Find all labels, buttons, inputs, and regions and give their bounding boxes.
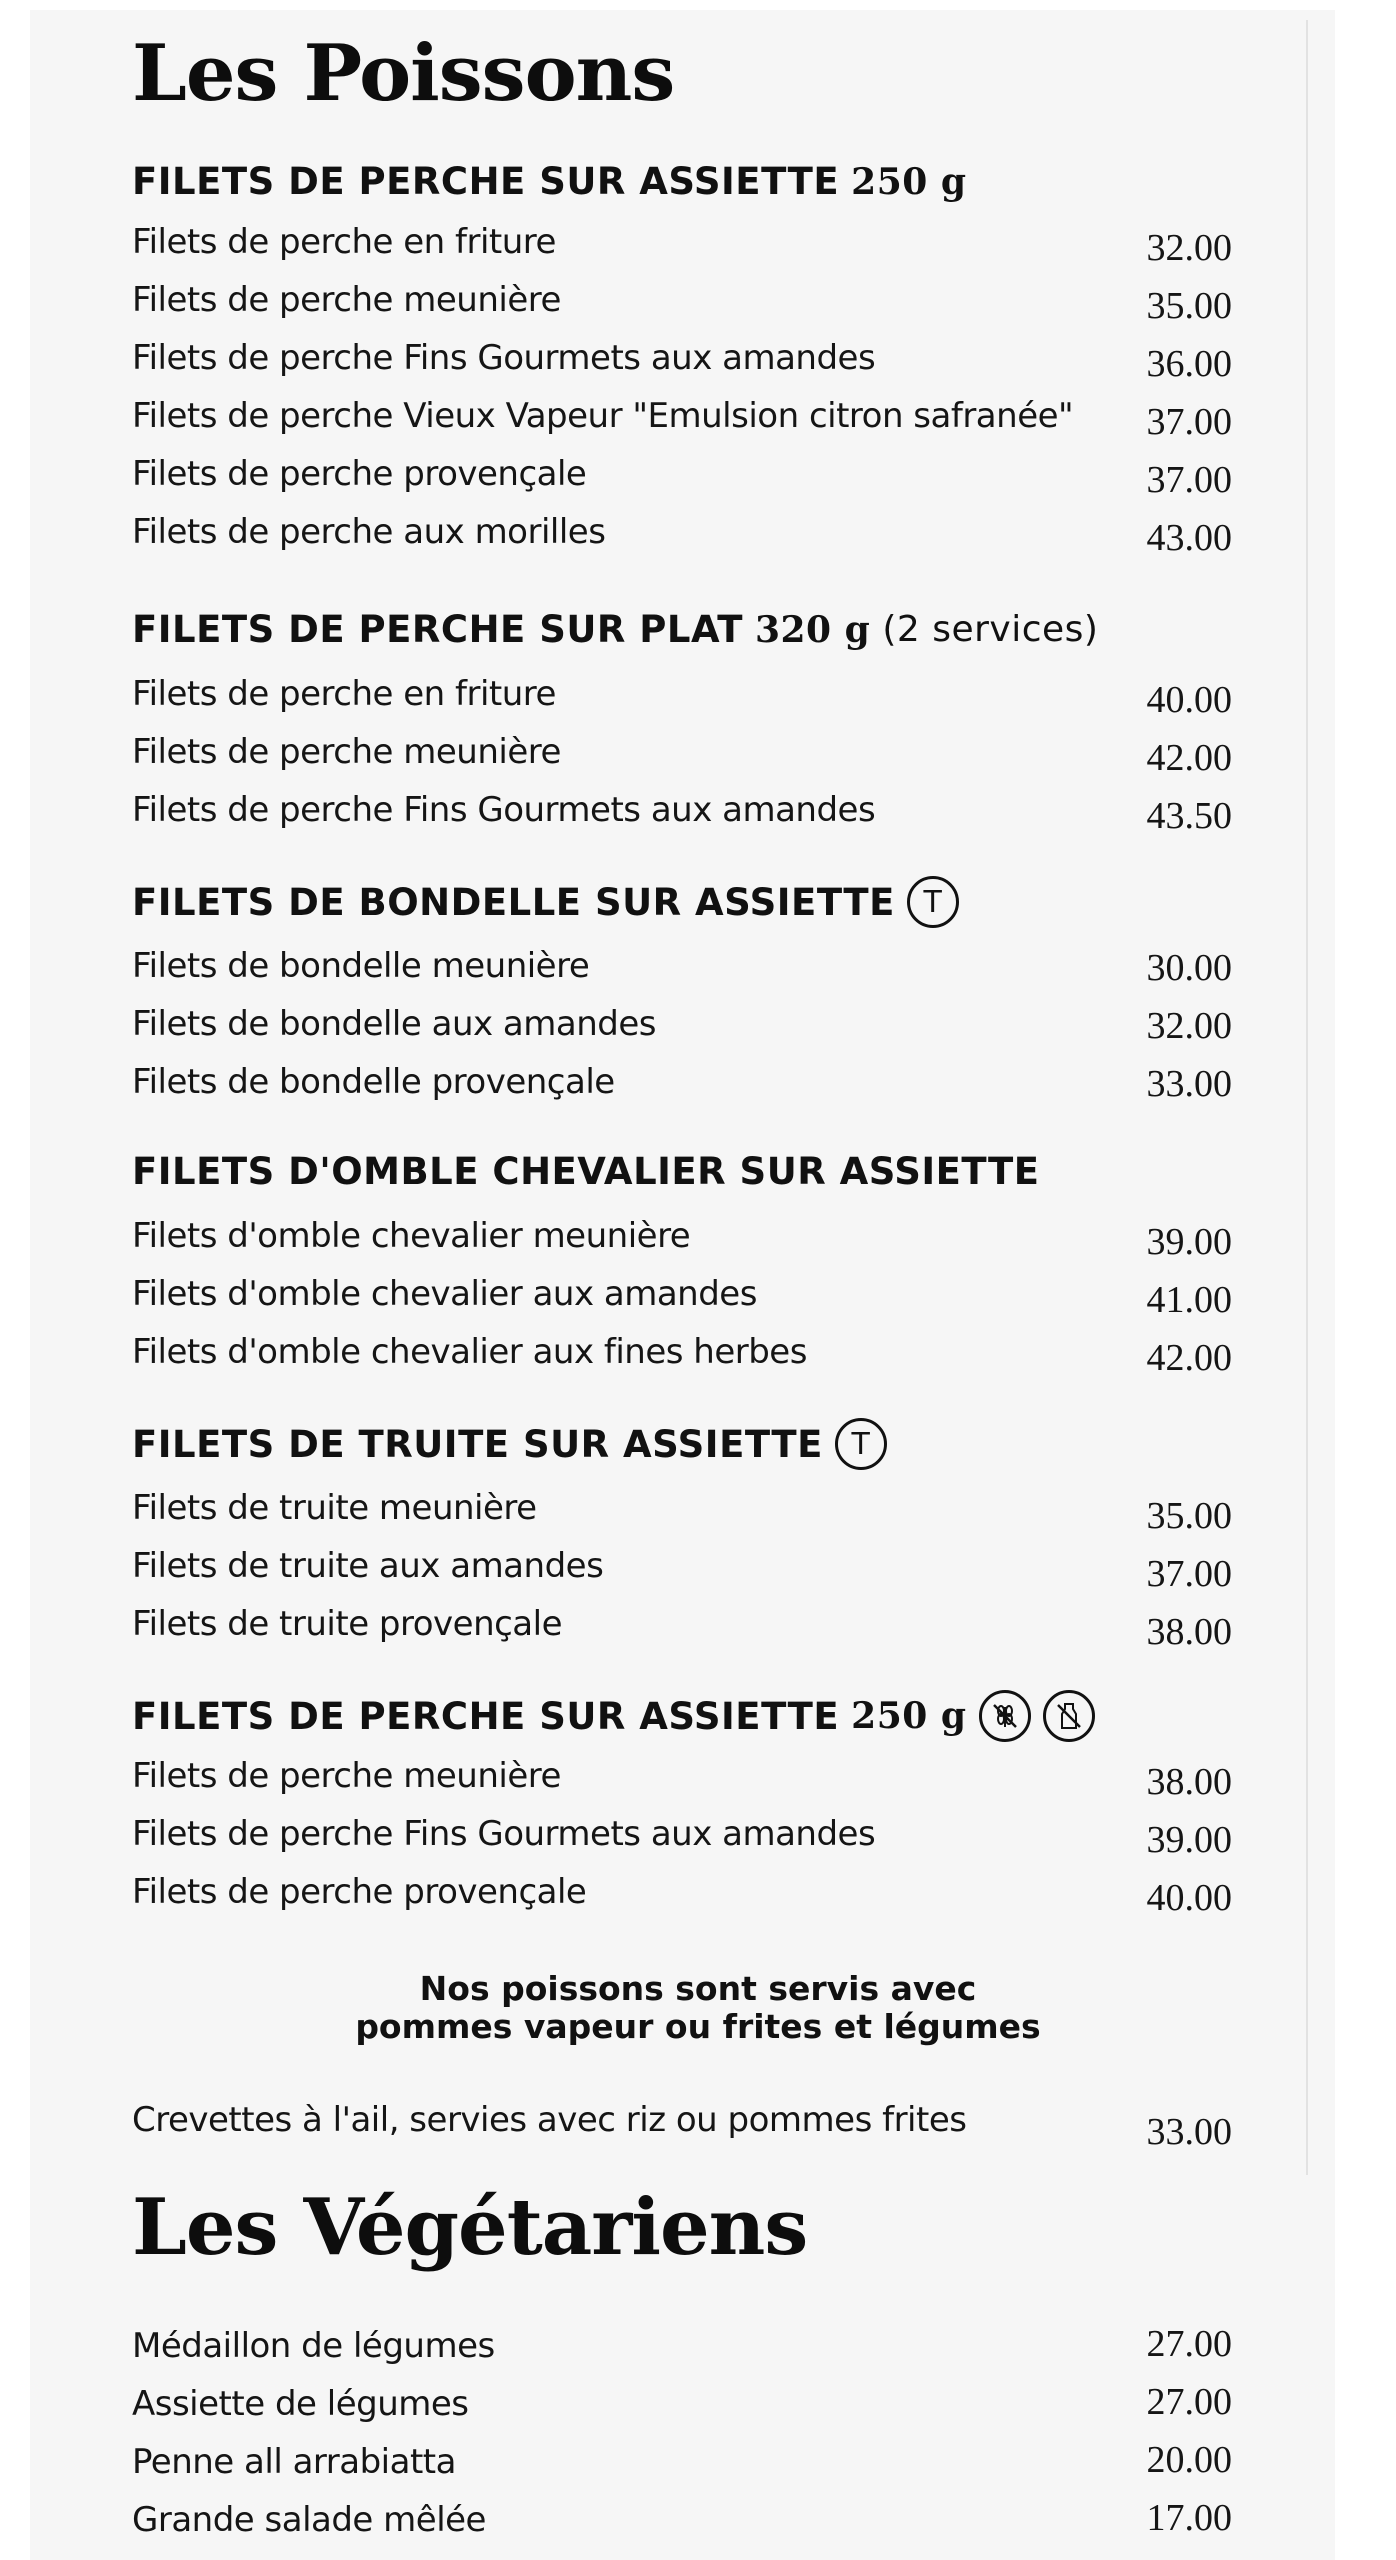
- traditional-badge-icon: T: [835, 1418, 887, 1470]
- menu-item-price: 27.00: [1146, 2323, 1232, 2365]
- menu-item-price: 20.00: [1146, 2439, 1232, 2481]
- menu-item-label: Crevettes à l'ail, servies avec riz ou pommes frites: [132, 2100, 967, 2140]
- menu-item-label: Filets de perche meunière: [132, 732, 561, 772]
- menu-item-price: 32.00: [1146, 227, 1232, 269]
- menu-item-price: 27.00: [1146, 2381, 1232, 2423]
- menu-item-label: Filets d'omble chevalier aux fines herbes: [132, 1332, 807, 1372]
- menu-item-price: 35.00: [1146, 1495, 1232, 1537]
- category-note: (2 services): [882, 609, 1099, 650]
- menu-item-label: Penne all arrabiatta: [132, 2442, 456, 2482]
- menu-item-price: 37.00: [1146, 459, 1232, 501]
- category-name: FILETS D'OMBLE CHEVALIER SUR ASSIETTE: [132, 1150, 1040, 1193]
- menu-item-price: 38.00: [1146, 1611, 1232, 1653]
- menu-item-label: Filets de perche en friture: [132, 222, 556, 262]
- category-heading: [132, 1690, 1095, 1742]
- side-dish-note: [0, 1970, 1396, 2046]
- menu-item-label: Filets de truite meunière: [132, 1488, 537, 1528]
- menu-item-price: 41.00: [1146, 1279, 1232, 1321]
- menu-item-label: Filets de bondelle aux amandes: [132, 1004, 656, 1044]
- page-edge-divider: [1306, 20, 1308, 2175]
- menu-item-price: 40.00: [1146, 1877, 1232, 1919]
- category-heading: [132, 160, 967, 203]
- menu-item-label: Assiette de légumes: [132, 2384, 469, 2424]
- category-name: FILETS DE PERCHE SUR ASSIETTE: [132, 160, 840, 203]
- category-weight: 250 g: [851, 160, 967, 203]
- menu-item-label: Filets de perche en friture: [132, 674, 556, 714]
- menu-item-price: 42.00: [1146, 1337, 1232, 1379]
- menu-item-label: Filets de bondelle provençale: [132, 1062, 615, 1102]
- menu-item-label: Filets de bondelle meunière: [132, 946, 590, 986]
- menu-item-label: Filets de perche Vieux Vapeur "Emulsion citron safranée": [132, 396, 1074, 436]
- menu-item-price: 36.00: [1146, 343, 1232, 385]
- menu-item-label: Filets de truite provençale: [132, 1604, 563, 1644]
- menu-item-label: Filets d'omble chevalier meunière: [132, 1216, 691, 1256]
- menu-item-price: 39.00: [1146, 1221, 1232, 1263]
- menu-item-price: 43.50: [1146, 795, 1232, 837]
- category-heading: [132, 1418, 887, 1470]
- menu-item-price: 39.00: [1146, 1819, 1232, 1861]
- menu-item-label: Filets de truite aux amandes: [132, 1546, 604, 1586]
- menu-item-price: 38.00: [1146, 1761, 1232, 1803]
- menu-item-price: 40.00: [1146, 679, 1232, 721]
- menu-item-label: Filets de perche provençale: [132, 454, 587, 494]
- menu-item-price: 33.00: [1146, 2111, 1232, 2153]
- menu-item-label: Filets de perche meunière: [132, 1756, 561, 1796]
- gluten-free-icon: [979, 1690, 1031, 1742]
- category-name: FILETS DE PERCHE SUR ASSIETTE: [132, 1694, 840, 1738]
- menu-item-label: Filets de perche meunière: [132, 280, 561, 320]
- menu-item-label: Filets de perche Fins Gourmets aux amandes: [132, 1814, 876, 1854]
- category-weight: 250 g: [851, 1695, 967, 1737]
- category-name: FILETS DE PERCHE SUR PLAT: [132, 608, 743, 651]
- section-title-poissons: Les Poissons: [132, 28, 675, 119]
- traditional-badge-icon: T: [907, 876, 959, 928]
- lactose-free-icon: [1043, 1690, 1095, 1742]
- menu-item-price: 33.00: [1146, 1063, 1232, 1105]
- category-heading: [132, 876, 959, 928]
- menu-item-label: Filets de perche provençale: [132, 1872, 587, 1912]
- menu-item-label: Filets de perche Fins Gourmets aux amandes: [132, 790, 876, 830]
- menu-item-price: 42.00: [1146, 737, 1232, 779]
- menu-item-price: 17.00: [1146, 2497, 1232, 2539]
- menu-item-price: 30.00: [1146, 947, 1232, 989]
- category-heading: [132, 1150, 1040, 1193]
- menu-item-price: 35.00: [1146, 285, 1232, 327]
- side-dish-note-line-2: pommes vapeur ou frites et légumes: [355, 2007, 1041, 2046]
- menu-item-label: Médaillon de légumes: [132, 2326, 495, 2366]
- category-heading: [132, 608, 1098, 651]
- category-name: FILETS DE TRUITE SUR ASSIETTE: [132, 1422, 823, 1466]
- menu-item-label: Grande salade mêlée: [132, 2500, 486, 2540]
- menu-item-label: Filets de perche aux morilles: [132, 512, 606, 552]
- section-title-vegetariens: Les Végétariens: [132, 2182, 808, 2273]
- side-dish-note-line-1: Nos poissons sont servis avec: [419, 1969, 977, 2008]
- menu-item-price: 43.00: [1146, 517, 1232, 559]
- menu-item-price: 37.00: [1146, 401, 1232, 443]
- menu-item-label: Filets d'omble chevalier aux amandes: [132, 1274, 757, 1314]
- category-name: FILETS DE BONDELLE SUR ASSIETTE: [132, 880, 895, 924]
- menu-item-label: Filets de perche Fins Gourmets aux amandes: [132, 338, 876, 378]
- menu-item-price: 37.00: [1146, 1553, 1232, 1595]
- category-weight: 320 g: [754, 608, 871, 651]
- menu-item-price: 32.00: [1146, 1005, 1232, 1047]
